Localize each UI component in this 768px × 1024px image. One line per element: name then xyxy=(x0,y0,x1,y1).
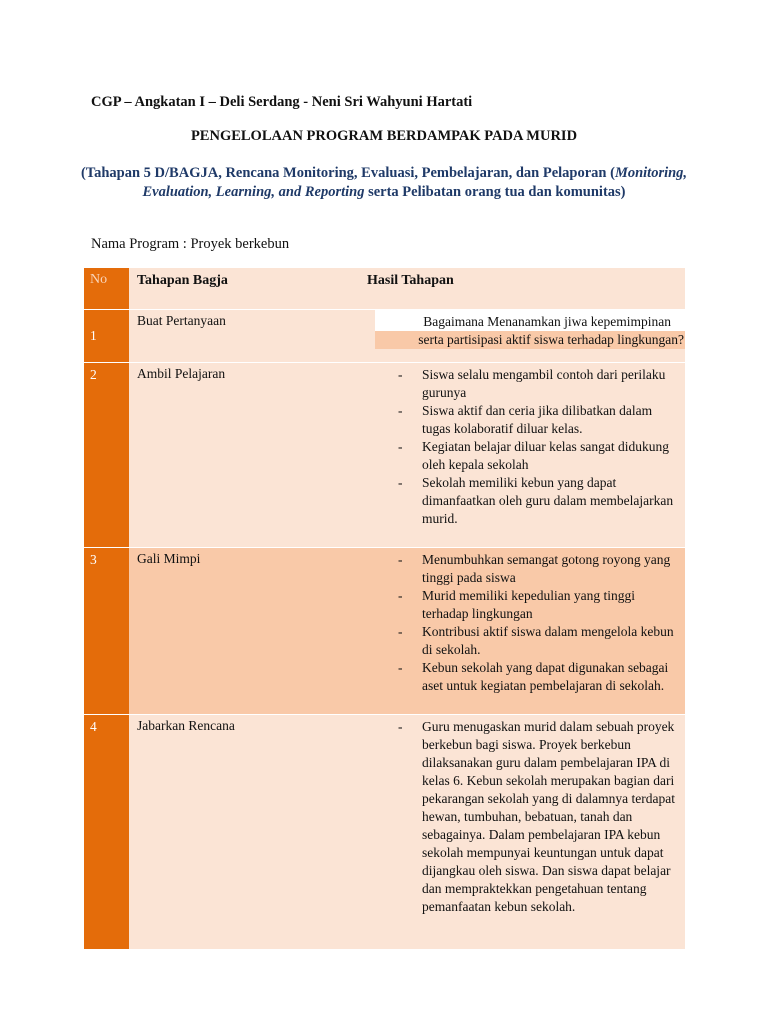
table-row xyxy=(84,715,685,950)
list-item-text: Kontribusi aktif siswa dalam mengelola kebun di sekolah. xyxy=(422,624,674,657)
hasil-cell xyxy=(375,363,685,548)
header-no: No xyxy=(84,268,129,310)
table-row xyxy=(84,310,685,363)
program-label: Nama Program : xyxy=(91,236,191,252)
dash-marker: - xyxy=(398,439,403,454)
hasil-list xyxy=(375,715,685,920)
list-item-text: Kegiatan belajar diluar kelas sangat didukung oleh kepala sekolah xyxy=(422,439,670,472)
dash-marker: - xyxy=(398,624,403,639)
list-item xyxy=(375,438,677,474)
subtitle-part1: (Tahapan 5 D/BAGJA, Rencana Monitoring, Evaluasi, Pembelajaran, dan Pelaporan ( xyxy=(80,165,615,181)
tahapan-cell: Gali Mimpi xyxy=(129,548,375,715)
dash-marker: - xyxy=(398,552,403,567)
tahapan-cell: Buat Pertanyaan xyxy=(129,310,375,363)
hasil-cell xyxy=(375,715,685,950)
table-row xyxy=(84,548,685,715)
header-hasil-label: Hasil Tahapan xyxy=(367,273,454,288)
dash-marker: - xyxy=(398,660,403,675)
dash-marker: - xyxy=(398,475,403,490)
dash-marker: - xyxy=(398,719,403,734)
hasil-list xyxy=(375,363,685,532)
list-item-text: Kebun sekolah yang dapat digunakan sebagai aset untuk kegiatan pembelajaran di sekolah. xyxy=(422,660,669,693)
dash-marker: - xyxy=(398,403,403,418)
hasil-cell xyxy=(375,310,685,363)
document-header: CGP – Angkatan I – Deli Serdang - Neni Sri Wahyuni Hartati xyxy=(91,94,473,110)
row-number: 2 xyxy=(84,363,129,548)
row-number: 1 xyxy=(84,310,129,363)
row-number: 4 xyxy=(84,715,129,950)
list-item xyxy=(375,402,677,438)
dash-marker: - xyxy=(398,588,403,603)
list-item xyxy=(375,623,677,659)
header-tahapan: Tahapan Bagja xyxy=(129,268,375,310)
tahapan-cell: Jabarkan Rencana xyxy=(129,715,375,950)
list-item-text: Siswa aktif dan ceria jika dilibatkan dalam tugas kolaboratif diluar kelas. xyxy=(422,403,653,436)
hasil-list xyxy=(375,548,685,699)
list-item-text: Murid memiliki kepedulian yang tinggi terhadap lingkungan xyxy=(422,588,635,621)
list-item xyxy=(375,659,677,695)
list-item-text: Sekolah memiliki kebun yang dapat dimanfaatkan oleh guru dalam membelajarkan murid. xyxy=(422,475,674,526)
document-title: PENGELOLAAN PROGRAM BERDAMPAK PADA MURID xyxy=(190,128,578,144)
bagja-table xyxy=(84,268,685,950)
subtitle-part2: serta Pelibatan orang tua dan komunitas) xyxy=(364,184,626,200)
table-row xyxy=(84,363,685,548)
header-hasil xyxy=(367,268,685,310)
table-header-row xyxy=(84,268,685,310)
subtitle-italic: Monitoring, Evaluation, Learning, and Reporting xyxy=(142,165,688,200)
list-item-text: Menumbuhkan semangat gotong royong yang tinggi pada siswa xyxy=(422,552,671,585)
hasil-question-line1: Bagaimana Menanamkan jiwa kepemimpinan xyxy=(375,310,685,331)
hasil-question-line2: serta partisipasi aktif siswa terhadap lingkungan? xyxy=(375,331,685,349)
program-name xyxy=(91,236,289,253)
row-number: 3 xyxy=(84,548,129,715)
list-item xyxy=(375,366,677,402)
program-value: Proyek berkebun xyxy=(190,236,290,252)
hasil-cell xyxy=(375,548,685,715)
document-subtitle xyxy=(80,164,688,202)
list-item xyxy=(375,474,677,528)
list-item xyxy=(375,718,677,916)
list-item-text: Siswa selalu mengambil contoh dari perilaku gurunya xyxy=(422,367,666,400)
tahapan-cell: Ambil Pelajaran xyxy=(129,363,375,548)
list-item xyxy=(375,587,677,623)
list-item-text: Guru menugaskan murid dalam sebuah proyek berkebun bagi siswa. Proyek berkebun dilaksanakan guru dalam pembelajaran IPA di kelas 6. Kebun sekolah merupakan bagian dari pekarangan sekolah yang di dalamnya terdapat hewan, tumbuhan, bebatuan, tanah dan sebagainya. Dalam pembelajaran IPA kebun sekolah mempunyai keuntungan untuk dapat dijangkau oleh siswa. Dan siswa dapat belajar dan mempraktekkan pengetahuan tentang pemanfaatan kebun sekolah. xyxy=(422,719,676,914)
list-item xyxy=(375,551,677,587)
dash-marker: - xyxy=(398,367,403,382)
